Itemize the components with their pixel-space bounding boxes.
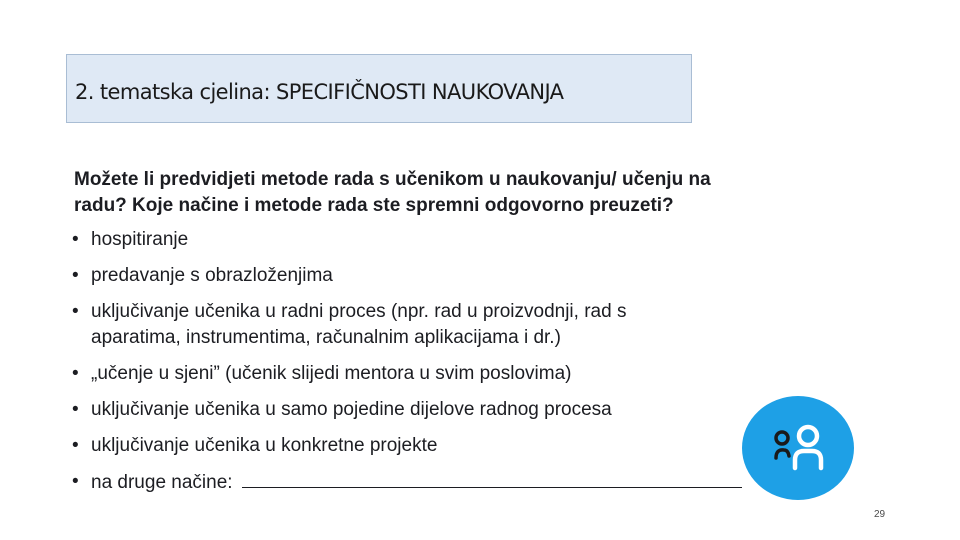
question-line-2: radu? Koje načine i metode rada ste spremni odgovorno preuzeti? [74, 195, 674, 216]
list-item-text: predavanje s obrazloženjima [91, 265, 333, 286]
bullet-icon: • [72, 265, 79, 286]
bullet-icon: • [72, 399, 79, 420]
title-box [66, 54, 692, 123]
list-item-text: „učenje u sjeni” (učenik slijedi mentora u svim poslovima) [91, 363, 572, 384]
list-item [72, 299, 772, 351]
list-item [72, 361, 772, 387]
people-icon [742, 396, 854, 500]
bullet-icon: • [72, 471, 79, 492]
methods-list [72, 227, 772, 506]
list-item-text-continuation: aparatima, instrumentima, računalnim aplikacijama i dr.) [91, 327, 561, 348]
list-item [72, 263, 772, 289]
slide-title: 2. tematska cjelina: SPECIFIČNOSTI NAUKOVANJA [75, 79, 564, 104]
list-item [72, 397, 772, 423]
bullet-icon: • [72, 301, 79, 322]
list-item [72, 227, 772, 253]
page-number: 29 [874, 509, 886, 520]
list-item-text: na druge načine: [91, 472, 233, 493]
bullet-icon: • [72, 435, 79, 456]
list-item [72, 469, 772, 496]
list-item-text: hospitiranje [91, 229, 189, 250]
question-line-1: Možete li predvidjeti metode rada s učenikom u naukovanju/ učenju na [74, 169, 711, 190]
list-item [72, 433, 772, 459]
list-item-text: uključivanje učenika u samo pojedine dijelove radnog procesa [91, 399, 612, 420]
bullet-icon: • [72, 229, 79, 250]
question-text [74, 167, 804, 219]
bullet-icon: • [72, 363, 79, 384]
list-item-text: uključivanje učenika u konkretne projekte [91, 435, 438, 456]
answer-blank-line [242, 469, 742, 488]
list-item-text: uključivanje učenika u radni proces (npr. rad u proizvodnji, rad s [91, 301, 627, 322]
